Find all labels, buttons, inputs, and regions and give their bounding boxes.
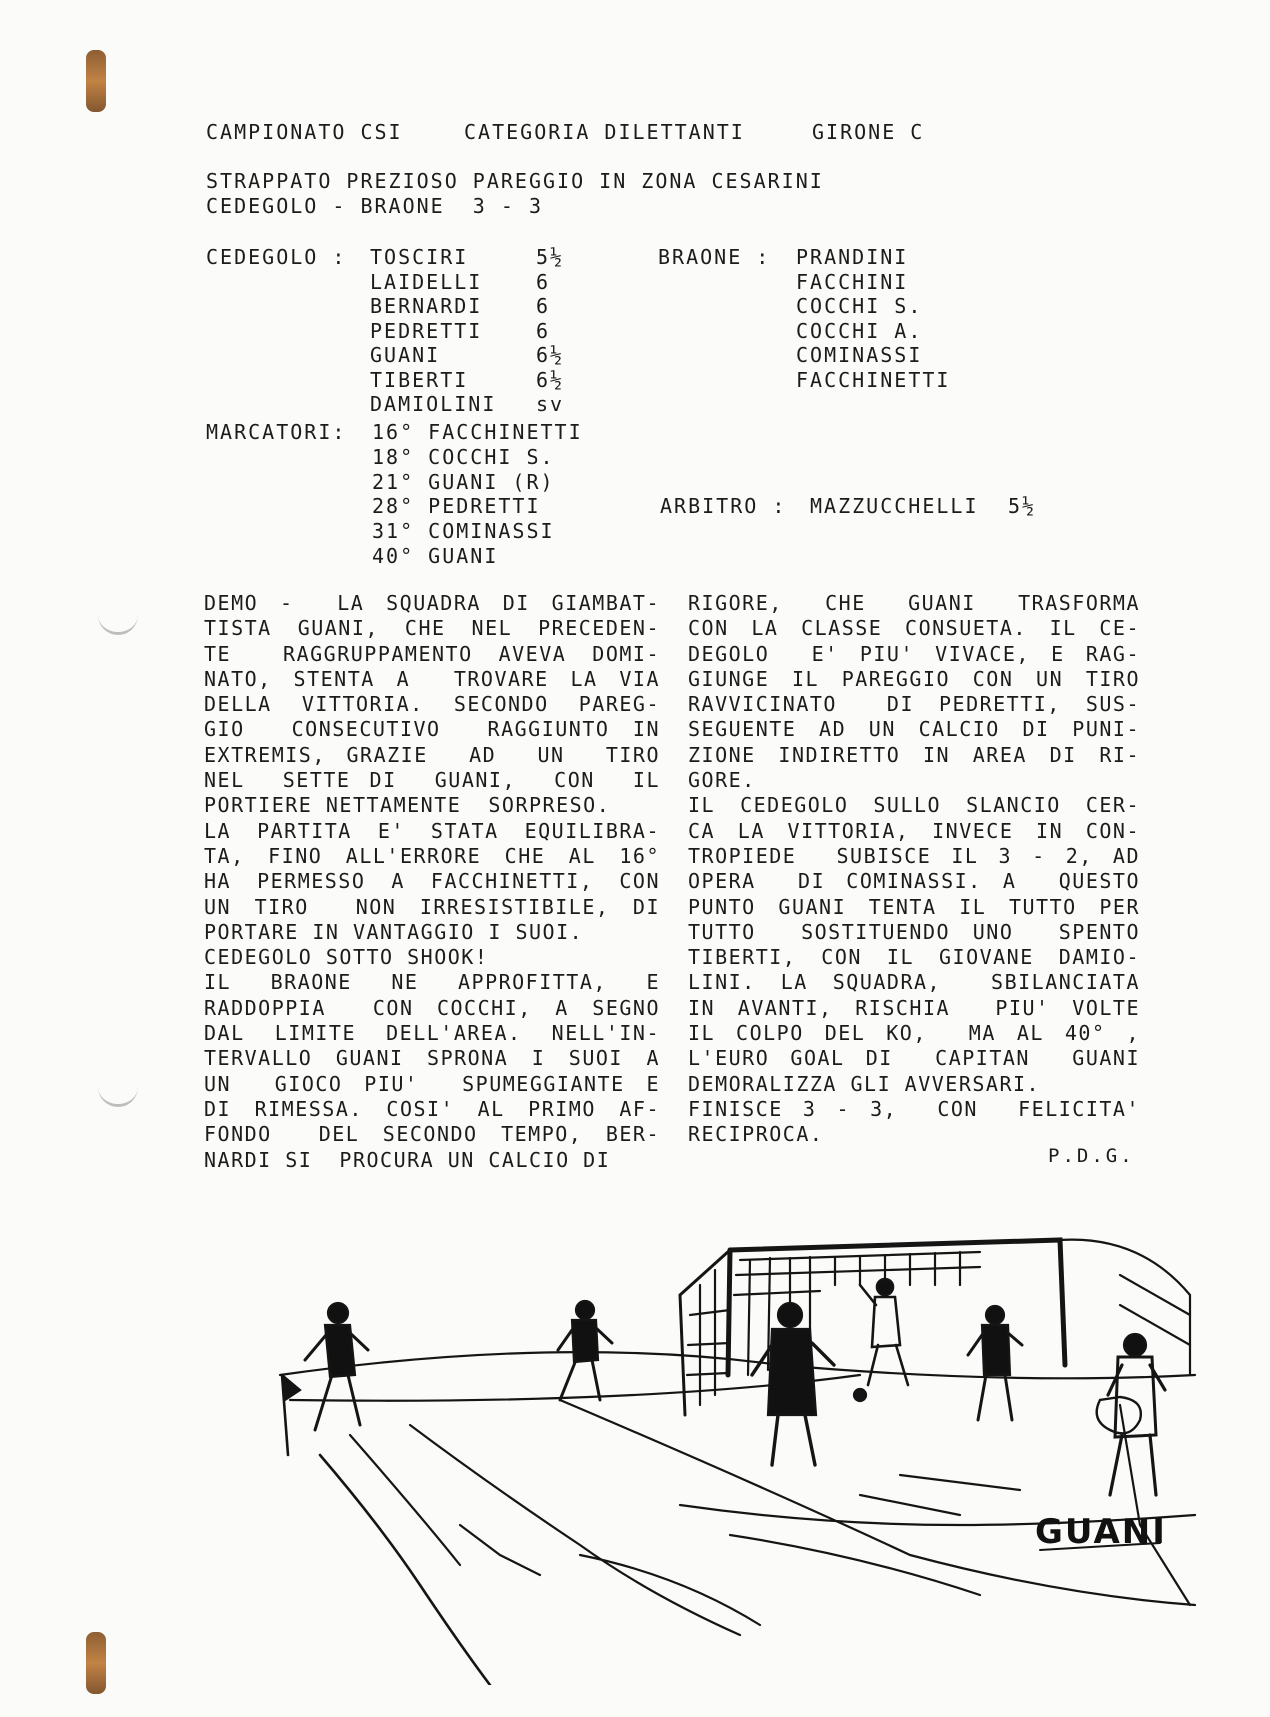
article-line: IL BRAONE NE APPROFITTA, E — [204, 970, 660, 995]
home-player-name: BERNARDI — [370, 294, 483, 318]
author-signature: P.D.G. — [1048, 1145, 1135, 1167]
article-line: PORTIERE NETTAMENTE SORPRESO. — [204, 793, 611, 818]
punch-hole-mark — [98, 606, 138, 635]
article-line: CON LA CLASSE CONSUETA. IL CE- — [688, 616, 1140, 641]
away-player-name: COCCHI S. — [796, 294, 923, 318]
punch-hole-mark — [98, 1078, 138, 1107]
referee-grade: 5½ — [1008, 494, 1037, 518]
article-line: RAVVICINATO DI PEDRETTI, SUS- — [688, 692, 1140, 717]
away-player-name: PRANDINI — [796, 245, 909, 269]
away-player-name: FACCHINI — [796, 269, 909, 294]
article-line: HA PERMESSO A FACCHINETTI, CON — [204, 869, 660, 894]
article-column-right — [688, 591, 1140, 1148]
article-line: DEMORALIZZA GLI AVVERSARI. — [688, 1071, 1041, 1096]
group-label: GIRONE C — [812, 120, 925, 144]
home-player-grade: 6½ — [536, 343, 565, 367]
scorers-label: MARCATORI: — [206, 420, 347, 444]
scorer-entry: 28° PEDRETTI — [372, 494, 541, 519]
home-player-grade: 6½ — [536, 367, 565, 392]
article-line: TROPIEDE SUBISCE IL 3 - 2, AD — [688, 843, 1140, 868]
goal-net-sketch — [680, 1240, 1190, 1415]
staple-rust-mark — [86, 50, 106, 112]
article-line: NATO, STENTA A TROVARE LA VIA — [204, 666, 660, 691]
scorer-entry: 31° COMINASSI — [372, 519, 555, 544]
home-player-name: GUANI — [370, 343, 441, 367]
article-line: TISTA GUANI, CHE NEL PRECEDEN- — [204, 616, 660, 641]
category-label: CATEGORIA DILETTANTI — [464, 120, 745, 144]
article-line: EXTREMIS, GRAZIE AD UN TIRO — [204, 742, 660, 767]
away-player-name: COCCHI A. — [796, 318, 923, 343]
article-line: CA LA VITTORIA, INVECE IN CON- — [688, 818, 1140, 843]
article-line: TERVALLO GUANI SPRONA I SUOI A — [204, 1046, 660, 1071]
away-team-label: BRAONE : — [658, 245, 771, 269]
corner-flag-sketch — [282, 1375, 300, 1455]
home-player-name: TIBERTI — [370, 367, 469, 392]
player-figure-sketch — [752, 1303, 834, 1465]
article-line: RECIPROCA. — [688, 1122, 824, 1147]
article-line: LA PARTITA E' STATA EQUILIBRA- — [204, 818, 660, 843]
article-line: PUNTO GUANI TENTA IL TUTTO PER — [688, 894, 1140, 919]
player-figure-sketch — [968, 1306, 1022, 1420]
article-line: DI RIMESSA. COSI' AL PRIMO AF- — [204, 1096, 660, 1121]
home-player-grade: 6 — [536, 269, 551, 294]
staple-rust-mark — [86, 1632, 106, 1694]
home-player-grade: sv — [536, 392, 565, 416]
referee-label: ARBITRO : — [660, 494, 787, 518]
article-line: CEDEGOLO SOTTO SHOOK! — [204, 945, 489, 970]
article-column-left — [204, 591, 660, 1173]
article-line: RADDOPPIA CON COCCHI, A SEGNO — [204, 995, 660, 1020]
away-player-name: FACCHINETTI — [796, 367, 951, 392]
article-line: NEL SETTE DI GUANI, CON IL — [204, 768, 660, 793]
sketch-caption: GUANI — [1035, 1512, 1167, 1552]
article-line: OPERA DI COMINASSI. A QUESTO — [688, 869, 1140, 894]
football-match-sketch — [260, 1225, 1200, 1685]
league-label: CAMPIONATO CSI — [206, 120, 403, 144]
article-line: IL CEDEGOLO SULLO SLANCIO CER- — [688, 793, 1140, 818]
article-line: GORE. — [688, 768, 756, 793]
article-line: IL COLPO DEL KO, MA AL 40° , — [688, 1021, 1140, 1046]
ball-sketch — [854, 1389, 866, 1401]
home-player-name: LAIDELLI — [370, 269, 483, 294]
article-line: NARDI SI PROCURA UN CALCIO DI — [204, 1147, 611, 1172]
scorer-entry: 16° FACCHINETTI — [372, 420, 583, 444]
article-line: UN TIRO NON IRRESISTIBILE, DI — [204, 894, 660, 919]
article-line: TA, FINO ALL'ERRORE CHE AL 16° — [204, 843, 660, 868]
player-figure-sketch — [305, 1303, 368, 1430]
home-player-name: TOSCIRI — [370, 245, 469, 269]
home-team-label: CEDEGOLO : — [206, 245, 347, 269]
article-line: ZIONE INDIRETTO IN AREA DI RI- — [688, 742, 1140, 767]
scorer-entry: 21° GUANI (R) — [372, 469, 555, 494]
article-line: TE RAGGRUPPAMENTO AVEVA DOMI- — [204, 641, 660, 666]
home-player-grade: 6 — [536, 318, 551, 343]
article-line: DAL LIMITE DELL'AREA. NELL'IN- — [204, 1021, 660, 1046]
home-player-grade: 6 — [536, 294, 551, 318]
article-line: LINI. LA SQUADRA, SBILANCIATA — [688, 970, 1140, 995]
article-line: TIBERTI, CON IL GIOVANE DAMIO- — [688, 945, 1140, 970]
article-line: RIGORE, CHE GUANI TRASFORMA — [688, 591, 1140, 615]
player-figure-sketch — [860, 1279, 908, 1385]
article-line: SEGUENTE AD UN CALCIO DI PUNI- — [688, 717, 1140, 742]
article-line: FINISCE 3 - 3, CON FELICITA' — [688, 1096, 1140, 1121]
away-player-name: COMINASSI — [796, 343, 923, 367]
home-player-name: PEDRETTI — [370, 318, 483, 343]
article-line: TUTTO SOSTITUENDO UNO SPENTO — [688, 919, 1140, 944]
scorer-entry: 40° GUANI — [372, 544, 499, 568]
headline: STRAPPATO PREZIOSO PAREGGIO IN ZONA CESARINI — [206, 169, 824, 193]
article-line: PORTARE IN VANTAGGIO I SUOI. — [204, 919, 584, 944]
article-line: UN GIOCO PIU' SPUMEGGIANTE E — [204, 1071, 660, 1096]
article-line: FONDO DEL SECONDO TEMPO, BER- — [204, 1122, 660, 1147]
article-line: L'EURO GOAL DI CAPITAN GUANI — [688, 1046, 1140, 1071]
match-result: CEDEGOLO - BRAONE 3 - 3 — [206, 194, 543, 218]
home-player-grade: 5½ — [536, 245, 565, 269]
article-line: GIUNGE IL PAREGGIO CON UN TIRO — [688, 666, 1140, 691]
article-line: DEMO - LA SQUADRA DI GIAMBAT- — [204, 591, 660, 615]
home-player-name: DAMIOLINI — [370, 392, 497, 416]
article-line: GIO CONSECUTIVO RAGGIUNTO IN — [204, 717, 660, 742]
article-line: DEGOLO E' PIU' VIVACE, E RAG- — [688, 641, 1140, 666]
scorer-entry: 18° COCCHI S. — [372, 444, 555, 469]
referee-name: MAZZUCCHELLI — [810, 494, 979, 518]
article-line: DELLA VITTORIA. SECONDO PAREG- — [204, 692, 660, 717]
article-line: IN AVANTI, RISCHIA PIU' VOLTE — [688, 995, 1140, 1020]
player-figure-sketch — [558, 1301, 612, 1400]
